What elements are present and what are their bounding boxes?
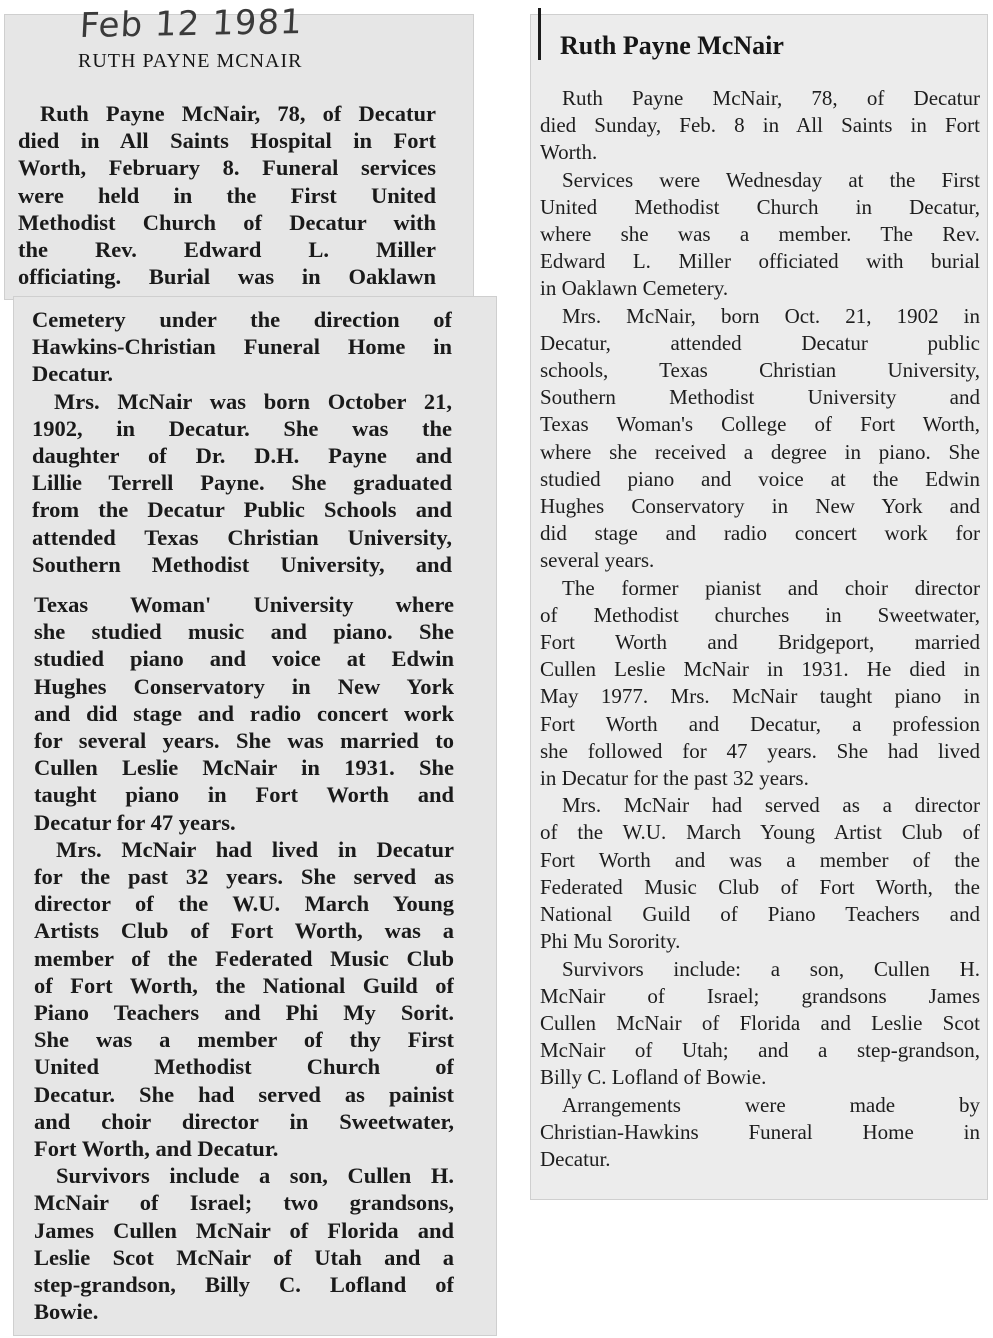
text-line: died Sunday, Feb. 8 in All Saints in Fort — [540, 113, 980, 138]
text-line: Fort Worth and Bridgeport, married — [540, 630, 980, 655]
right-obituary-heading: Ruth Payne McNair — [560, 31, 784, 60]
text-line: Billy C. Lofland of Bowie. — [540, 1065, 767, 1090]
text-line: Southern Methodist University, and — [32, 551, 452, 577]
text-line: Fort Worth, and Decatur. — [34, 1136, 279, 1162]
text-line: daughter of Dr. D.H. Payne and — [32, 443, 452, 469]
text-line: Texas Woman's College of Fort Worth, — [540, 412, 980, 437]
handwritten-date: Feb 12 1981 — [78, 2, 304, 46]
text-line: Bowie. — [34, 1299, 99, 1325]
right-obituary-text — [540, 85, 980, 1173]
text-line: Fort Worth and Decatur, a profession — [540, 711, 980, 736]
text-line: Lillie Terrell Payne. She graduated — [32, 470, 452, 496]
text-line: Worth, February 8. Funeral services — [18, 155, 436, 181]
text-line: several years. — [540, 548, 655, 573]
text-line: James Cullen McNair of Florida and — [34, 1217, 454, 1243]
text-line: schools, Texas Christian University, — [540, 358, 980, 383]
text-line: National Guild of Piano Teachers and — [540, 902, 980, 927]
text-line: officiating. Burial was in Oaklawn — [18, 264, 436, 290]
text-line: Fort Worth and was a member of the — [540, 847, 980, 872]
left-obituary-text-part-3 — [34, 591, 454, 1325]
text-line: Methodist Church of Decatur with — [18, 209, 436, 235]
text-line: Southern Methodist University and — [540, 385, 980, 410]
text-line: and did stage and radio concert work — [34, 700, 454, 726]
text-line: where she received a degree in piano. She — [540, 439, 980, 464]
text-line: The former pianist and choir director — [562, 575, 980, 600]
text-line: did stage and radio concert work for — [540, 521, 980, 546]
text-line: and choir director in Sweetwater, — [34, 1108, 454, 1134]
text-line: Survivors include a son, Cullen H. — [56, 1163, 454, 1189]
text-line: Cullen Leslie McNair in 1931. He died in — [540, 657, 980, 682]
text-line: Artists Club of Fort Worth, was a — [34, 918, 454, 944]
text-line: Cullen McNair of Florida and Leslie Scot — [540, 1010, 980, 1035]
text-line: member of the Federated Music Club — [34, 945, 454, 971]
text-line: Survivors include: a son, Cullen H. — [562, 956, 980, 981]
text-line: Ruth Payne McNair, 78, of Decatur — [562, 86, 980, 110]
text-line: McNair of Israel; grandsons James — [540, 983, 980, 1008]
text-line: of Fort Worth, the National Guild of — [34, 972, 454, 998]
text-line: Hughes Conservatory in New York and — [540, 494, 980, 519]
text-line: where she was a member. The Rev. — [540, 222, 980, 247]
text-line: the Rev. Edward L. Miller — [18, 237, 436, 263]
text-line: Services were Wednesday at the First — [562, 167, 980, 192]
text-line: Mrs. McNair, born Oct. 21, 1902 in — [562, 303, 980, 328]
left-obituary-heading: RUTH PAYNE MCNAIR — [78, 50, 303, 72]
text-line: for several years. She was married to — [34, 728, 454, 754]
text-line: Worth. — [540, 140, 598, 165]
text-line: Cullen Leslie McNair in 1931. She — [34, 755, 454, 781]
text-line: Edward L. Miller officiated with burial — [540, 249, 980, 274]
text-line: Hughes Conservatory in New York — [34, 673, 454, 699]
text-line: attended Texas Christian University, — [32, 524, 452, 550]
text-line: from the Decatur Public Schools and — [32, 497, 452, 523]
text-line: in Decatur for the past 32 years. — [540, 766, 809, 791]
text-line: Texas Woman' University where — [34, 592, 454, 617]
text-line: of the W.U. March Young Artist Club of — [540, 820, 980, 845]
left-obituary-text-part-1 — [18, 100, 436, 290]
text-line: Decatur for 47 years. — [34, 809, 236, 835]
text-line: were held in the First United — [18, 182, 436, 208]
text-line: Decatur. — [32, 361, 114, 387]
text-line: Mrs. McNair had lived in Decatur — [56, 836, 454, 862]
text-line: McNair of Utah; and a step-grandson, — [540, 1038, 980, 1063]
text-line: Federated Music Club of Fort Worth, the — [540, 874, 980, 899]
text-line: she studied music and piano. She — [34, 619, 454, 645]
text-line: Phi Mu Sorority. — [540, 929, 681, 954]
text-line: Leslie Scot McNair of Utah and a — [34, 1244, 454, 1270]
text-line: Cemetery under the direction of — [32, 307, 452, 332]
text-line: McNair of Israel; two grandsons, — [34, 1190, 454, 1216]
text-line: of Methodist churches in Sweetwater, — [540, 602, 980, 627]
text-line: Piano Teachers and Phi My Sorit. — [34, 1000, 454, 1026]
text-line: United Methodist Church in Decatur, — [540, 194, 980, 219]
text-line: in Oaklawn Cemetery. — [540, 276, 729, 301]
text-line: studied piano and voice at the Edwin — [540, 466, 980, 491]
text-line: Mrs. McNair had served as a director — [562, 793, 980, 818]
text-line: Decatur. — [540, 1146, 611, 1171]
text-line: May 1977. Mrs. McNair taught piano in — [540, 684, 980, 709]
text-line: studied piano and voice at Edwin — [34, 646, 454, 672]
text-line: Decatur, attended Decatur public — [540, 330, 980, 355]
text-line: she followed for 47 years. She had lived — [540, 738, 980, 763]
text-line: She was a member of thy First — [34, 1027, 454, 1053]
text-line: United Methodist Church of — [34, 1054, 454, 1080]
text-line: Decatur. She had served as painist — [34, 1081, 454, 1107]
text-line: for the past 32 years. She served as — [34, 864, 454, 890]
text-line: Arrangements were made by — [562, 1092, 980, 1117]
text-line: step-grandson, Billy C. Lofland of — [34, 1272, 454, 1298]
text-line: Ruth Payne McNair, 78, of Decatur — [40, 101, 436, 126]
text-line: Christian-Hawkins Funeral Home in — [540, 1119, 980, 1144]
text-line: died in All Saints Hospital in Fort — [18, 128, 436, 154]
text-line: Hawkins-Christian Funeral Home in — [32, 334, 452, 360]
left-obituary-text-part-2 — [32, 306, 452, 578]
text-line: director of the W.U. March Young — [34, 891, 454, 917]
text-line: Mrs. McNair was born October 21, — [54, 388, 452, 414]
text-line: taught piano in Fort Worth and — [34, 782, 454, 808]
heading-rule — [538, 8, 541, 60]
text-line: 1902, in Decatur. She was the — [32, 415, 452, 441]
